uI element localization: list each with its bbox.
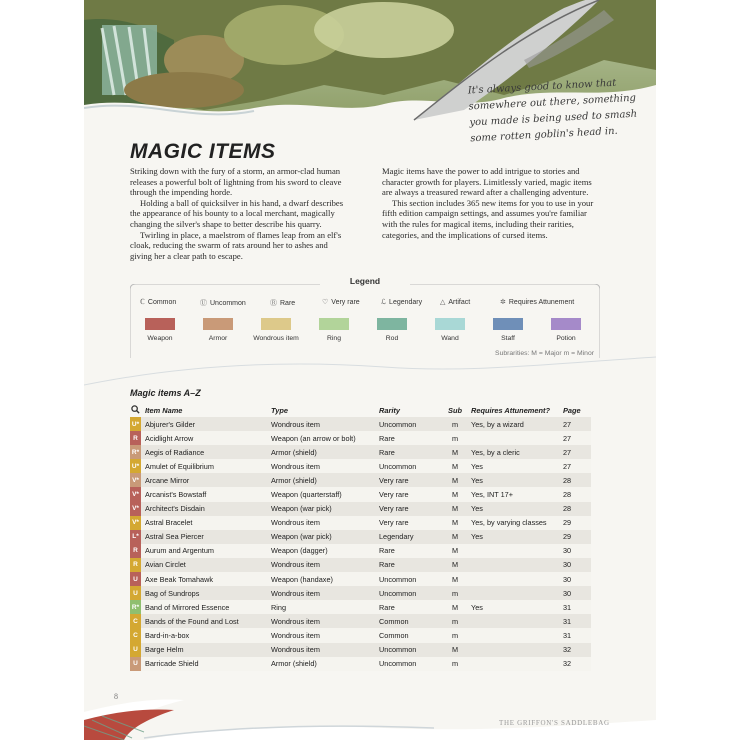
item-rarity-cell: Uncommon <box>375 657 443 671</box>
item-attunement-cell <box>467 544 559 558</box>
armor-swatch <box>203 318 233 330</box>
rarity-label: Legendary <box>389 299 423 306</box>
ring-swatch <box>319 318 349 330</box>
header-item-name: Item Name <box>145 405 183 415</box>
item-page-cell: 31 <box>559 628 591 642</box>
rarity-label: Artifact <box>448 299 471 306</box>
rarity-badge: V* <box>130 487 141 501</box>
item-rarity-cell: Common <box>375 628 443 642</box>
item-rarity-cell: Very rare <box>375 516 443 530</box>
item-type-cell: Wondrous item <box>267 516 375 530</box>
item-type-cell: Armor (shield) <box>267 445 375 459</box>
table-row <box>130 487 591 501</box>
potion-swatch <box>551 318 581 330</box>
item-attunement-cell <box>467 572 559 586</box>
item-sub-cell: M <box>443 558 467 572</box>
item-rarity-cell: Common <box>375 614 443 628</box>
wondrous-item-swatch <box>261 318 291 330</box>
header-page: Page <box>563 405 581 415</box>
rarity-label: Rare <box>280 300 296 307</box>
item-page-cell: 28 <box>559 487 591 501</box>
item-page-cell: 27 <box>559 431 591 445</box>
item-type-cell: Wondrous item <box>267 417 375 431</box>
item-attunement-cell: Yes <box>467 459 559 473</box>
rarity-badge: U <box>130 657 141 671</box>
table-row <box>130 586 591 600</box>
item-name-cell: Arcanist's Bowstaff <box>141 487 267 501</box>
item-name-cell: Barge Helm <box>141 643 267 657</box>
item-attunement-cell: Yes <box>467 600 559 614</box>
intro-paragraph: Holding a ball of quicksilver in his hand, a dwarf describes the appearance of his bounty to a local merchant, magically changing the silver's shape to better describe his quarry. <box>130 197 344 229</box>
item-page-cell: 30 <box>559 572 591 586</box>
item-name-cell: Avian Circlet <box>141 558 267 572</box>
category-label: Rod <box>385 335 399 342</box>
category-label: Armor <box>208 335 228 342</box>
rarity-badge: U <box>130 643 141 657</box>
rarity-label: Common <box>147 299 177 306</box>
item-page-cell: 28 <box>559 473 591 487</box>
table-row <box>130 445 591 459</box>
item-sub-cell: M <box>443 459 467 473</box>
item-attunement-cell <box>467 431 559 445</box>
item-rarity-cell: Uncommon <box>375 586 443 600</box>
item-name-cell: Axe Beak Tomahawk <box>141 572 267 586</box>
item-rarity-cell: Uncommon <box>375 459 443 473</box>
search-icon[interactable] <box>130 403 141 417</box>
item-sub-cell: M <box>443 516 467 530</box>
item-attunement-cell <box>467 586 559 600</box>
item-type-cell: Wondrous item <box>267 459 375 473</box>
rarity-badge: R <box>130 558 141 572</box>
item-page-cell: 30 <box>559 544 591 558</box>
item-attunement-cell <box>467 628 559 642</box>
item-name-cell: Bag of Sundrops <box>141 586 267 600</box>
item-attunement-cell <box>467 614 559 628</box>
item-attunement-cell <box>467 558 559 572</box>
item-page-cell: 27 <box>559 417 591 431</box>
item-type-cell: Wondrous item <box>267 628 375 642</box>
item-rarity-cell: Very rare <box>375 487 443 501</box>
rarity-badge: R* <box>130 445 141 459</box>
table-title: Magic items A–Z <box>130 388 201 398</box>
table-row <box>130 417 591 431</box>
item-sub-cell: M <box>443 530 467 544</box>
legendary-icon: ℒ <box>381 299 387 306</box>
table-row <box>130 628 591 642</box>
item-rarity-cell: Uncommon <box>375 643 443 657</box>
sidebar-quote: It's always good to know that somewhere out there, something you made is being used to smash some rotten goblin's head in. <box>467 77 638 145</box>
table-row <box>130 614 591 628</box>
item-page-cell: 27 <box>559 459 591 473</box>
uncommon-icon: Ⓤ <box>200 300 207 307</box>
item-name-cell: Bands of the Found and Lost <box>141 614 267 628</box>
header-rarity: Rarity <box>379 405 400 415</box>
rarity-badge: U <box>130 572 141 586</box>
table-row <box>130 643 591 657</box>
common-icon: ℂ <box>140 299 145 306</box>
item-type-cell: Ring <box>267 600 375 614</box>
book-page <box>84 0 656 740</box>
item-page-cell: 32 <box>559 643 591 657</box>
item-type-cell: Wondrous item <box>267 586 375 600</box>
item-type-cell: Wondrous item <box>267 614 375 628</box>
table-row <box>130 502 591 516</box>
item-name-cell: Arcane Mirror <box>141 473 267 487</box>
item-rarity-cell: Uncommon <box>375 572 443 586</box>
rarity-badge: L* <box>130 530 141 544</box>
rarity-badge: V* <box>130 516 141 530</box>
item-name-cell: Aegis of Radiance <box>141 445 267 459</box>
item-page-cell: 27 <box>559 445 591 459</box>
item-type-cell: Armor (shield) <box>267 473 375 487</box>
rod-swatch <box>377 318 407 330</box>
item-sub-cell: M <box>443 544 467 558</box>
item-sub-cell: m <box>443 586 467 600</box>
header-sub: Sub <box>448 405 462 415</box>
item-rarity-cell: Rare <box>375 558 443 572</box>
item-type-cell: Weapon (an arrow or bolt) <box>267 431 375 445</box>
rarity-very-rare <box>322 298 360 306</box>
item-rarity-cell: Rare <box>375 600 443 614</box>
rarity-badge: U* <box>130 459 141 473</box>
rarity-rare <box>270 298 295 308</box>
legend-title: Legend <box>349 276 381 286</box>
magic-items-table <box>130 403 591 671</box>
item-type-cell: Wondrous item <box>267 558 375 572</box>
rarity-legendary <box>381 298 422 306</box>
item-sub-cell: m <box>443 431 467 445</box>
item-rarity-cell: Rare <box>375 431 443 445</box>
rarity-common <box>140 298 176 306</box>
category-label: Staff <box>501 335 515 342</box>
rarity-attunement <box>500 298 574 306</box>
item-sub-cell: m <box>443 657 467 671</box>
intro-paragraph: This section includes 365 new items for you to use in your fifth edition campaign settings, and assumes you're familiar with the rules for magical items, including their rarities, categories, and the implications of cursed items. <box>382 197 594 240</box>
wand-swatch <box>435 318 465 330</box>
staff-swatch <box>493 318 523 330</box>
item-rarity-cell: Uncommon <box>375 417 443 431</box>
table-row <box>130 459 591 473</box>
intro-column-left <box>130 166 345 261</box>
artifact-icon: △ <box>440 299 446 306</box>
item-sub-cell: M <box>443 600 467 614</box>
item-rarity-cell: Very rare <box>375 502 443 516</box>
rare-icon: Ⓡ <box>270 300 277 307</box>
legend-box <box>130 276 600 358</box>
item-page-cell: 31 <box>559 600 591 614</box>
item-rarity-cell: Legendary <box>375 530 443 544</box>
weapon-swatch <box>145 318 175 330</box>
very-rare-icon: ♡ <box>322 299 329 306</box>
item-name-cell: Barricade Shield <box>141 657 267 671</box>
item-rarity-cell: Very rare <box>375 473 443 487</box>
header-type: Type <box>271 405 288 415</box>
item-page-cell: 30 <box>559 586 591 600</box>
item-attunement-cell <box>467 657 559 671</box>
subrarities-note: Subrarities: M = Major m = Minor <box>495 350 594 357</box>
category-label: Weapon <box>147 335 173 342</box>
item-name-cell: Amulet of Equilibrium <box>141 459 267 473</box>
item-type-cell: Weapon (dagger) <box>267 544 375 558</box>
item-sub-cell: M <box>443 643 467 657</box>
category-label: Wand <box>441 335 459 342</box>
page-title: MAGIC ITEMS <box>130 140 276 163</box>
intro-column-right <box>382 166 597 240</box>
item-attunement-cell: Yes <box>467 530 559 544</box>
table-row <box>130 558 591 572</box>
item-page-cell: 29 <box>559 516 591 530</box>
item-attunement-cell <box>467 643 559 657</box>
intro-paragraph: Twirling in place, a maelstrom of flames leap from an elf's cloak, reducing the swarm of rats around her to ashes and giving her a clear path to escape. <box>130 229 342 261</box>
rarity-label: Requires Attunement <box>508 299 575 306</box>
item-page-cell: 32 <box>559 657 591 671</box>
item-type-cell: Weapon (war pick) <box>267 530 375 544</box>
table-row <box>130 473 591 487</box>
item-sub-cell: M <box>443 572 467 586</box>
item-page-cell: 31 <box>559 614 591 628</box>
table-row <box>130 544 591 558</box>
item-type-cell: Weapon (quarterstaff) <box>267 487 375 501</box>
legend-frame <box>130 284 600 358</box>
item-sub-cell: m <box>443 614 467 628</box>
item-attunement-cell: Yes, by varying classes <box>467 516 559 530</box>
item-attunement-cell: Yes <box>467 502 559 516</box>
item-page-cell: 28 <box>559 502 591 516</box>
item-attunement-cell: Yes, by a cleric <box>467 445 559 459</box>
item-name-cell: Astral Sea Piercer <box>141 530 267 544</box>
item-sub-cell: M <box>443 502 467 516</box>
item-rarity-cell: Rare <box>375 445 443 459</box>
item-page-cell: 29 <box>559 530 591 544</box>
item-attunement-cell: Yes, INT 17+ <box>467 487 559 501</box>
item-sub-cell: M <box>443 473 467 487</box>
item-type-cell: Weapon (handaxe) <box>267 572 375 586</box>
item-sub-cell: m <box>443 628 467 642</box>
rarity-badge: V* <box>130 473 141 487</box>
table-row <box>130 431 591 445</box>
item-name-cell: Band of Mirrored Essence <box>141 600 267 614</box>
item-name-cell: Astral Bracelet <box>141 516 267 530</box>
rarity-badge: U* <box>130 417 141 431</box>
attunement-icon: ✲ <box>500 299 506 306</box>
table-row <box>130 530 591 544</box>
rarity-key <box>140 298 590 310</box>
table-row <box>130 657 591 671</box>
table-row <box>130 516 591 530</box>
item-attunement-cell: Yes, by a wizard <box>467 417 559 431</box>
rarity-artifact <box>440 298 470 306</box>
rarity-label: Very rare <box>331 299 360 306</box>
item-name-cell: Architect's Disdain <box>141 502 267 516</box>
item-type-cell: Wondrous item <box>267 643 375 657</box>
rarity-badge: R* <box>130 600 141 614</box>
page-number: 8 <box>114 692 118 701</box>
item-sub-cell: M <box>443 487 467 501</box>
item-page-cell: 30 <box>559 558 591 572</box>
item-name-cell: Abjurer's Gilder <box>141 417 267 431</box>
rarity-label: Uncommon <box>210 300 246 307</box>
item-sub-cell: M <box>443 445 467 459</box>
category-label: Potion <box>556 335 576 342</box>
rarity-badge: C <box>130 614 141 628</box>
table-row <box>130 600 591 614</box>
rarity-badge: R <box>130 544 141 558</box>
rarity-badge: R <box>130 431 141 445</box>
table-header-row <box>130 403 591 417</box>
item-name-cell: Aurum and Argentum <box>141 544 267 558</box>
rarity-uncommon <box>200 298 246 308</box>
item-name-cell: Acidlight Arrow <box>141 431 267 445</box>
bottom-border-art <box>84 690 656 740</box>
item-type-cell: Armor (shield) <box>267 657 375 671</box>
item-attunement-cell: Yes <box>467 473 559 487</box>
intro-paragraph: Magic items have the power to add intrigue to stories and character growth for players. Limitlessly varied, magic items are always a treasured reward after a challenging adventure. <box>382 166 592 198</box>
intro-paragraph: Striking down with the fury of a storm, an armor-clad human releases a powerful bolt of lightning from his sword to cleave through the impending horde. <box>130 166 342 198</box>
item-sub-cell: m <box>443 417 467 431</box>
rarity-badge: U <box>130 586 141 600</box>
table-row <box>130 572 591 586</box>
book-footer: THE GRIFFON'S SADDLEBAG <box>499 719 610 727</box>
rarity-badge: V* <box>130 502 141 516</box>
category-label: Ring <box>327 335 341 342</box>
item-rarity-cell: Rare <box>375 544 443 558</box>
header-attunement: Requires Attunement? <box>471 405 550 415</box>
category-label: Wondrous item <box>253 335 299 342</box>
item-name-cell: Bard-in-a-box <box>141 628 267 642</box>
item-type-cell: Weapon (war pick) <box>267 502 375 516</box>
rarity-badge: C <box>130 628 141 642</box>
